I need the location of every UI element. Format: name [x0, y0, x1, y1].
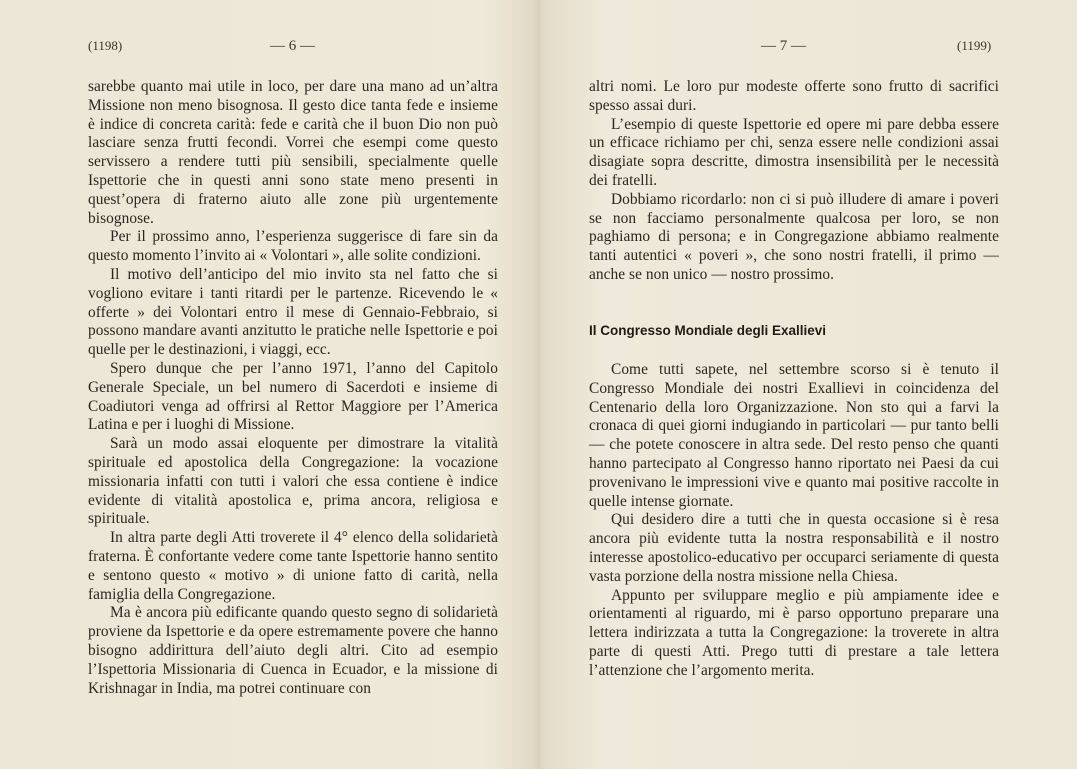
page-number: — 6 —: [270, 38, 315, 54]
paragraph: Per il prossimo anno, l’esperienza suggerisce di fare sin da questo momento l’invito ai « Volontari », alle solite condizioni.: [88, 228, 498, 265]
paragraph: altri nomi. Le loro pur modeste offerte sono frutto di sacrifici spesso assai duri.: [589, 78, 999, 114]
paragraph: Il motivo dell’anticipo del mio invito sta nel fatto che si vogliono evitare i tanti ritardi per le partenze. Ricevendo le « offerte » dei Volontari entro il mese di Gennaio-Febbraio, si possono mandare avanti anzitutto le pratiche nelle Ispettorie e poi quelle per le destinazioni, i viaggi, ecc.: [88, 265, 498, 359]
page-code: (1199): [957, 38, 992, 53]
paragraph: Appunto per sviluppare meglio e più ampiamente idee e orientamenti al riguardo, mi è parso opportuno preparare una lettera indirizzata a tutta la Congregazione: la troverete in altra parte di questi Atti. Prego tutti di prestare a tale lettera l’attenzione che l’argomento merita.: [589, 586, 999, 679]
page-code: (1198): [88, 38, 123, 53]
section-heading: Il Congresso Mondiale degli Exallievi: [589, 323, 827, 338]
paragraph: L’esempio di queste Ispettorie ed opere mi pare debba essere un efficace richiamo per chi, senza essere nelle condizioni assai disagiate sopra descritte, dimostra insensibilità per le necessità dei fratelli.: [589, 115, 999, 189]
paragraph: Sarà un modo assai eloquente per dimostrare la vitalità spirituale ed apostolica della Congregazione: la vocazione missionaria infatti con tutti i valori che essa contiene è indice evidente di vitalità apostolica e, prima ancora, religiosa e spirituale.: [88, 435, 498, 528]
paragraph: sarebbe quanto mai utile in loco, per dare una mano ad un’altra Missione non meno bisognosa. Il gesto dice tanta fede e insieme è indice di concreta carità: fede e carità che il buon Dio non può lasciare senza frutti fecondi. Vorrei che esempi come questo servissero a rendere tutti più sensibili, specialmente quelle Ispettorie che in questi anni sono state meno presenti in quest’opera di fraterno aiuto alle zone più urgentemente bisognose.: [88, 78, 498, 227]
paragraph: Dobbiamo ricordarlo: non ci si può illudere di amare i poveri se non facciamo personalmente qualcosa per loro, se non paghiamo di persona; e in Congregazione abbiamo realmente tanti autentici « poveri », che sono nostri fratelli, il primo — anche se non unico — nostro prossimo.: [589, 190, 999, 283]
page-number: — 7 —: [761, 38, 806, 54]
right-page: [539, 0, 1077, 769]
paragraph: Come tutti sapete, nel settembre scorso si è tenuto il Congresso Mondiale dei nostri Exallievi in coincidenza del Centenario della loro Organizzazione. Non sto qui a farvi la cronaca di quei giorni indugiando in particolari — pur tanto belli — che potete conoscere in altra sede. Del resto penso che quanti hanno partecipato al Congresso hanno riportato nei Paesi da cui provenivano le impressioni vive e quanto mai positive raccolte in quelle intense giornate.: [589, 361, 999, 510]
paragraph: Qui desidero dire a tutti che in questa occasione si è resa ancora più evidente tutta la nostra responsabilità e il nostro interesse apostolico-educativo per occuparci seriamente di questa vasta porzione della nostra missione nella Chiesa.: [589, 511, 999, 585]
body-text: [589, 78, 999, 285]
body-text: [88, 78, 498, 698]
paragraph: In altra parte degli Atti troverete il 4° elenco della solidarietà fraterna. È confortante vedere come tante Ispettorie hanno sentito e sentono questo « motivo » di unione fatto di carità, nella famiglia della Congregazione.: [88, 529, 498, 603]
paragraph: Spero dunque che per l’anno 1971, l’anno del Capitolo Generale Speciale, un bel numero di Sacerdoti e insieme di Coadiutori venga ad offrirsi al Rettor Maggiore per l’America Latina e per i luoghi di Missione.: [88, 359, 498, 434]
body-text: [589, 361, 999, 681]
left-page: [0, 0, 538, 769]
paragraph: Ma è ancora più edificante quando questo segno di solidarietà proviene da Ispettorie e da opere estremamente povere che hanno bisogno addirittura dell’aiuto degli altri. Cito ad esempio l’Ispettoria Missionaria di Cuenca in Ecuador, e la missione di Krishnagar in India, ma potrei continuare con: [88, 604, 498, 697]
